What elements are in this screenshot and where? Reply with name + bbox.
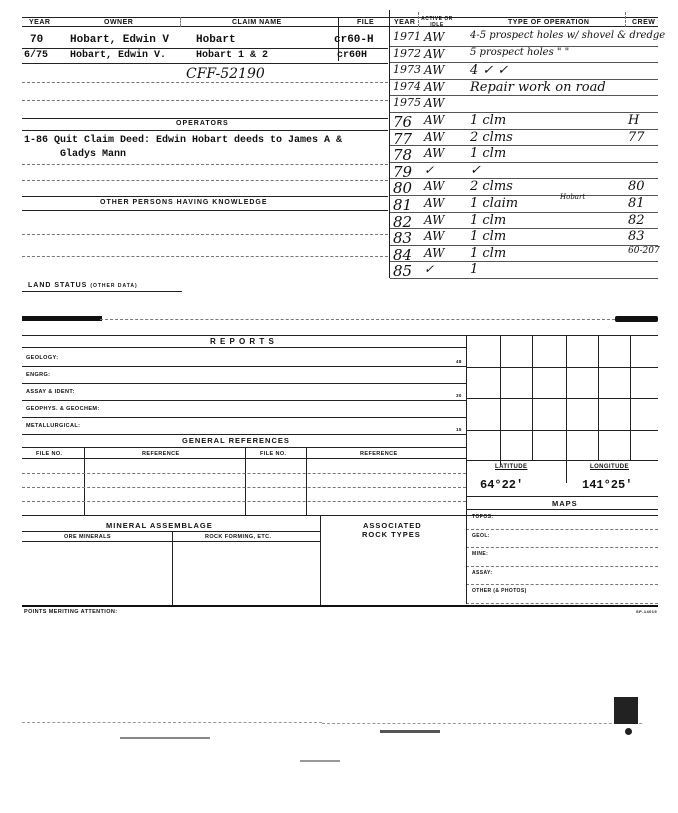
activity-operation: 4-5 prospect holes w/ shovel & dredge <box>470 30 666 41</box>
gr-reference-1: REFERENCE <box>142 451 180 457</box>
gr-reference-2: REFERENCE <box>360 451 398 457</box>
header-owner: OWNER <box>104 19 134 26</box>
report-label: ASSAY & IDENT: <box>26 389 75 395</box>
activity-year: 80 <box>393 179 413 198</box>
activity-operation: 1 <box>470 262 479 278</box>
report-label: ENGRG: <box>26 372 51 378</box>
activity-year: 1973 <box>393 63 421 77</box>
activity-row <box>390 47 658 64</box>
report-row <box>22 350 466 367</box>
activity-year: 81 <box>393 196 413 214</box>
activity-operation: 1 claim <box>470 196 519 211</box>
mineral-assemblage-title: MINERAL ASSEMBLAGE <box>106 521 213 530</box>
activity-operation: Repair work on road <box>470 79 606 95</box>
report-label: GEOPHYS. & GEOCHEM: <box>26 406 100 412</box>
activity-row <box>390 229 658 246</box>
owner-row-1-file: cr60-H <box>334 34 374 46</box>
points-meriting-attention: POINTS MERITING ATTENTION: <box>24 609 118 615</box>
activity-operation: 1 clm <box>470 245 507 261</box>
map-row <box>466 567 658 586</box>
map-row <box>466 585 658 604</box>
activity-crew: H <box>628 113 640 128</box>
form-number: SP-14019 <box>636 609 657 614</box>
report-number: 30 <box>456 393 462 398</box>
activity-operation: 2 clms <box>470 129 513 145</box>
activity-status: AW <box>424 113 445 127</box>
latitude-value: 64°22' <box>480 478 524 492</box>
map-label: TOPOS: <box>472 514 494 520</box>
report-row <box>22 418 466 435</box>
activity-crew: 81 <box>628 196 645 211</box>
maps-title: MAPS <box>552 499 578 508</box>
activity-operation: ✓ <box>470 162 481 178</box>
owner-row-2-owner: Hobart, Edwin V. <box>70 50 167 61</box>
activity-year: 1971 <box>393 30 421 43</box>
activity-year: 85 <box>393 262 413 281</box>
activity-row <box>390 96 658 113</box>
longitude-label: LONGITUDE <box>590 464 629 470</box>
activity-status: AW <box>424 129 445 144</box>
activity-note: Hobart <box>560 193 586 201</box>
activity-row <box>390 80 658 97</box>
activity-row <box>390 130 658 147</box>
map-row <box>466 548 658 567</box>
activity-status: AW <box>424 179 445 194</box>
map-label: ASSAY: <box>472 569 493 576</box>
activity-row <box>390 179 658 196</box>
other-persons-title: OTHER PERSONS HAVING KNOWLEDGE <box>100 199 268 206</box>
header-crew: CREW <box>632 19 656 26</box>
latitude-label: LATITUDE <box>495 464 528 470</box>
activity-operation: 2 clms <box>470 179 513 195</box>
owner-row-2-year: 6/75 <box>24 50 49 61</box>
activity-status: AW <box>424 96 445 111</box>
activity-year: 83 <box>393 229 413 248</box>
activity-operation: 1 clm <box>470 229 507 245</box>
activity-crew: 80 <box>628 179 645 195</box>
activity-operation: 1 clm <box>470 212 507 228</box>
header-year: YEAR <box>29 19 51 26</box>
report-number: 48 <box>456 359 462 364</box>
activity-crew: 60-207 <box>628 245 660 256</box>
activity-operation: 4 ✓ ✓ <box>470 63 509 79</box>
report-row <box>22 367 466 384</box>
gr-file-no-2: FILE NO. <box>260 451 287 457</box>
activity-crew: 77 <box>628 129 645 145</box>
land-status-title <box>28 282 138 289</box>
activity-status: AW <box>424 30 445 44</box>
activity-status: AW <box>424 79 445 94</box>
activity-year: 1974 <box>393 79 421 93</box>
rock-forming-label: ROCK FORMING, ETC. <box>205 534 272 540</box>
activity-year: 79 <box>393 162 413 181</box>
activity-row <box>390 213 658 230</box>
header-claim-name: CLAIM NAME <box>232 19 282 26</box>
activity-year: 1975 <box>393 96 421 110</box>
activity-row <box>390 146 658 163</box>
activity-row <box>390 163 658 180</box>
activity-operation: 1 clm <box>470 146 507 162</box>
ore-minerals-label: ORE MINERALS <box>64 534 111 540</box>
activity-status: ✓ <box>424 262 435 277</box>
report-number: 15 <box>456 427 462 432</box>
activity-status: ✓ <box>424 162 435 177</box>
activity-row <box>390 113 658 130</box>
map-row <box>466 530 658 549</box>
activity-crew: 83 <box>628 229 645 245</box>
activity-year: 1972 <box>393 46 421 60</box>
associated-label: ASSOCIATED <box>363 521 422 530</box>
map-label: MINE: <box>472 551 489 557</box>
report-label: GEOLOGY: <box>26 355 59 361</box>
activity-row <box>390 30 666 47</box>
gr-file-no-1: FILE NO. <box>36 451 63 457</box>
owner-row-2-file: cr60H <box>337 50 368 61</box>
activity-status: AW <box>424 196 445 210</box>
activity-status: AW <box>424 63 445 78</box>
activity-year: 76 <box>393 113 413 131</box>
land-status-sub: (OTHER DATA) <box>90 283 138 289</box>
rock-types-label: ROCK TYPES <box>362 530 421 539</box>
activity-operation: 5 prospect holes " " <box>470 46 570 58</box>
activity-row <box>390 262 658 279</box>
map-label: OTHER (& PHOTOS) <box>472 588 527 594</box>
owner-row-2-claim: Hobart 1 & 2 <box>196 50 269 61</box>
activity-year: 84 <box>393 245 413 264</box>
activity-status: AW <box>424 245 445 260</box>
land-status-label: LAND STATUS <box>28 282 88 289</box>
report-row <box>22 384 466 401</box>
handwritten-claim-ref: CFF-52190 <box>186 66 265 82</box>
activity-year: 78 <box>393 146 413 165</box>
activity-crew: 82 <box>628 212 645 228</box>
activity-year: 77 <box>393 129 413 148</box>
owner-row-1-owner: Hobart, Edwin V <box>70 34 170 46</box>
owner-row-1-year: 70 <box>30 34 44 46</box>
activity-row <box>390 63 658 80</box>
activity-status: AW <box>424 46 445 61</box>
report-label: METALLURGICAL: <box>26 423 81 429</box>
header-activity-year: YEAR <box>394 19 416 26</box>
owner-row-1-claim: Hobart <box>196 34 236 46</box>
activity-status: AW <box>424 229 445 244</box>
reports-title: R E P O R T S <box>210 337 275 346</box>
longitude-value: 141°25' <box>582 478 633 492</box>
map-label: GEOL: <box>472 532 490 539</box>
map-row <box>466 511 658 530</box>
operators-title: OPERATORS <box>176 120 229 127</box>
activity-status: AW <box>424 146 445 161</box>
header-active-idle: ACTIVE OR IDLE <box>421 16 453 28</box>
activity-operation: 1 clm <box>470 113 507 128</box>
operators-line-1: 1-86 Quit Claim Deed: Edwin Hobart deeds to James A & <box>24 135 343 146</box>
activity-year: 82 <box>393 212 413 231</box>
header-type-of-operation: TYPE OF OPERATION <box>508 19 590 26</box>
operators-line-2: Gladys Mann <box>60 149 127 160</box>
activity-row <box>390 246 658 263</box>
activity-status: AW <box>424 212 445 227</box>
report-row <box>22 401 466 418</box>
general-references-title: GENERAL REFERENCES <box>182 436 290 445</box>
header-file: FILE <box>357 19 375 26</box>
activity-row <box>390 193 658 214</box>
